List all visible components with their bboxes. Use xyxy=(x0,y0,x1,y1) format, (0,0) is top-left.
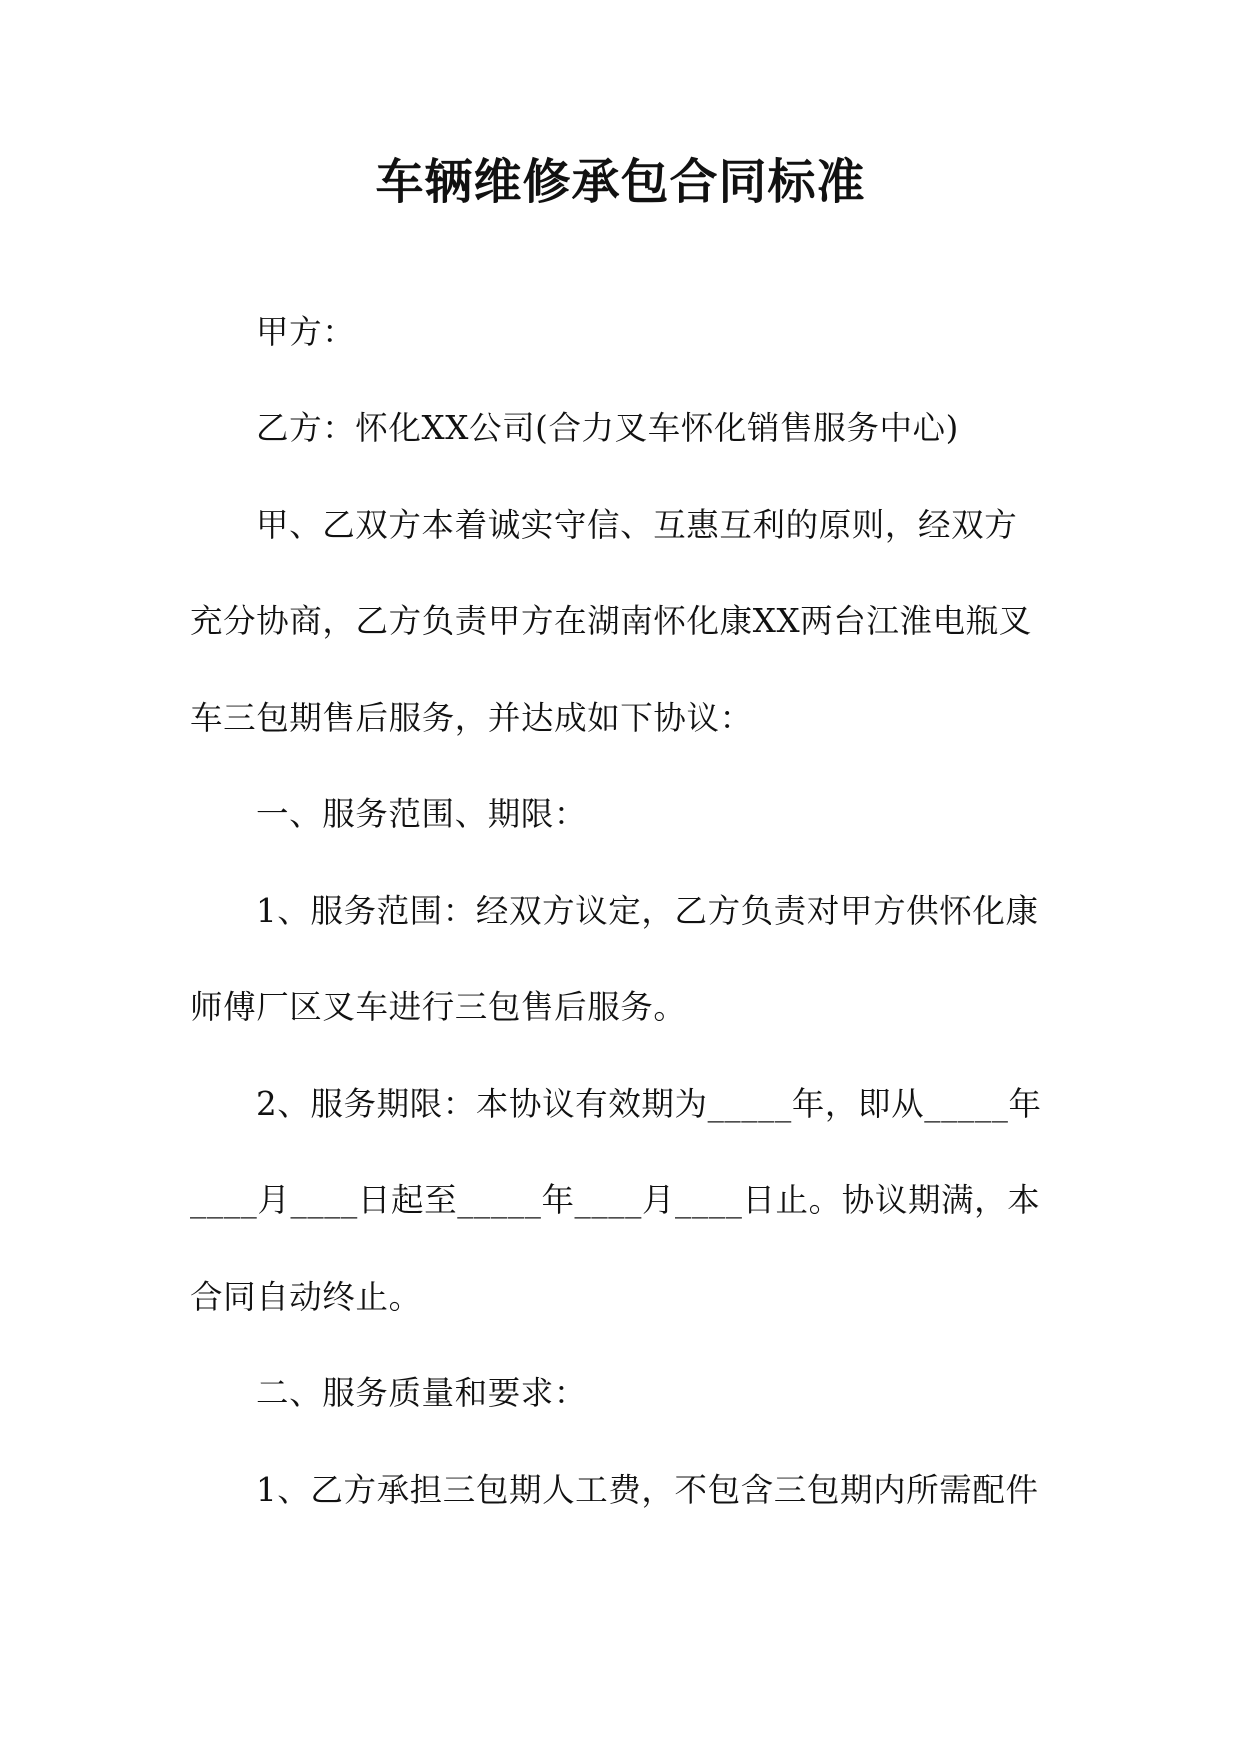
clause-1-2-line-3: 合同自动终止。 xyxy=(190,1278,422,1316)
document-title: 车辆维修承包合同标准 xyxy=(375,154,866,210)
party-b-line: 乙方：怀化XX公司(合力叉车怀化销售服务中心) xyxy=(256,409,959,447)
preamble-line-2: 充分协商，乙方负责甲方在湖南怀化康XX两台江淮电瓶叉 xyxy=(190,602,1032,640)
preamble-line-3: 车三包期售后服务，并达成如下协议： xyxy=(190,699,753,737)
clause-1-2-line-2: ____月____日起至_____年____月____日止。协议期满，本 xyxy=(190,1181,1041,1219)
section-1-heading: 一、服务范围、期限： xyxy=(256,795,588,833)
section-2-heading: 二、服务质量和要求： xyxy=(256,1374,588,1412)
clause-1-2-line-1: 2、服务期限：本协议有效期为_____年，即从_____年 xyxy=(256,1085,1042,1123)
clause-2-1-line-1: 1、乙方承担三包期人工费，不包含三包期内所需配件 xyxy=(256,1471,1039,1509)
party-a-line: 甲方： xyxy=(256,313,356,351)
clause-1-1-line-1: 1、服务范围：经双方议定，乙方负责对甲方供怀化康 xyxy=(256,892,1039,930)
preamble-line-1: 甲、乙双方本着诚实守信、互惠互利的原则，经双方 xyxy=(256,506,1018,544)
clause-1-1-line-2: 师傅厂区叉车进行三包售后服务。 xyxy=(190,988,687,1026)
